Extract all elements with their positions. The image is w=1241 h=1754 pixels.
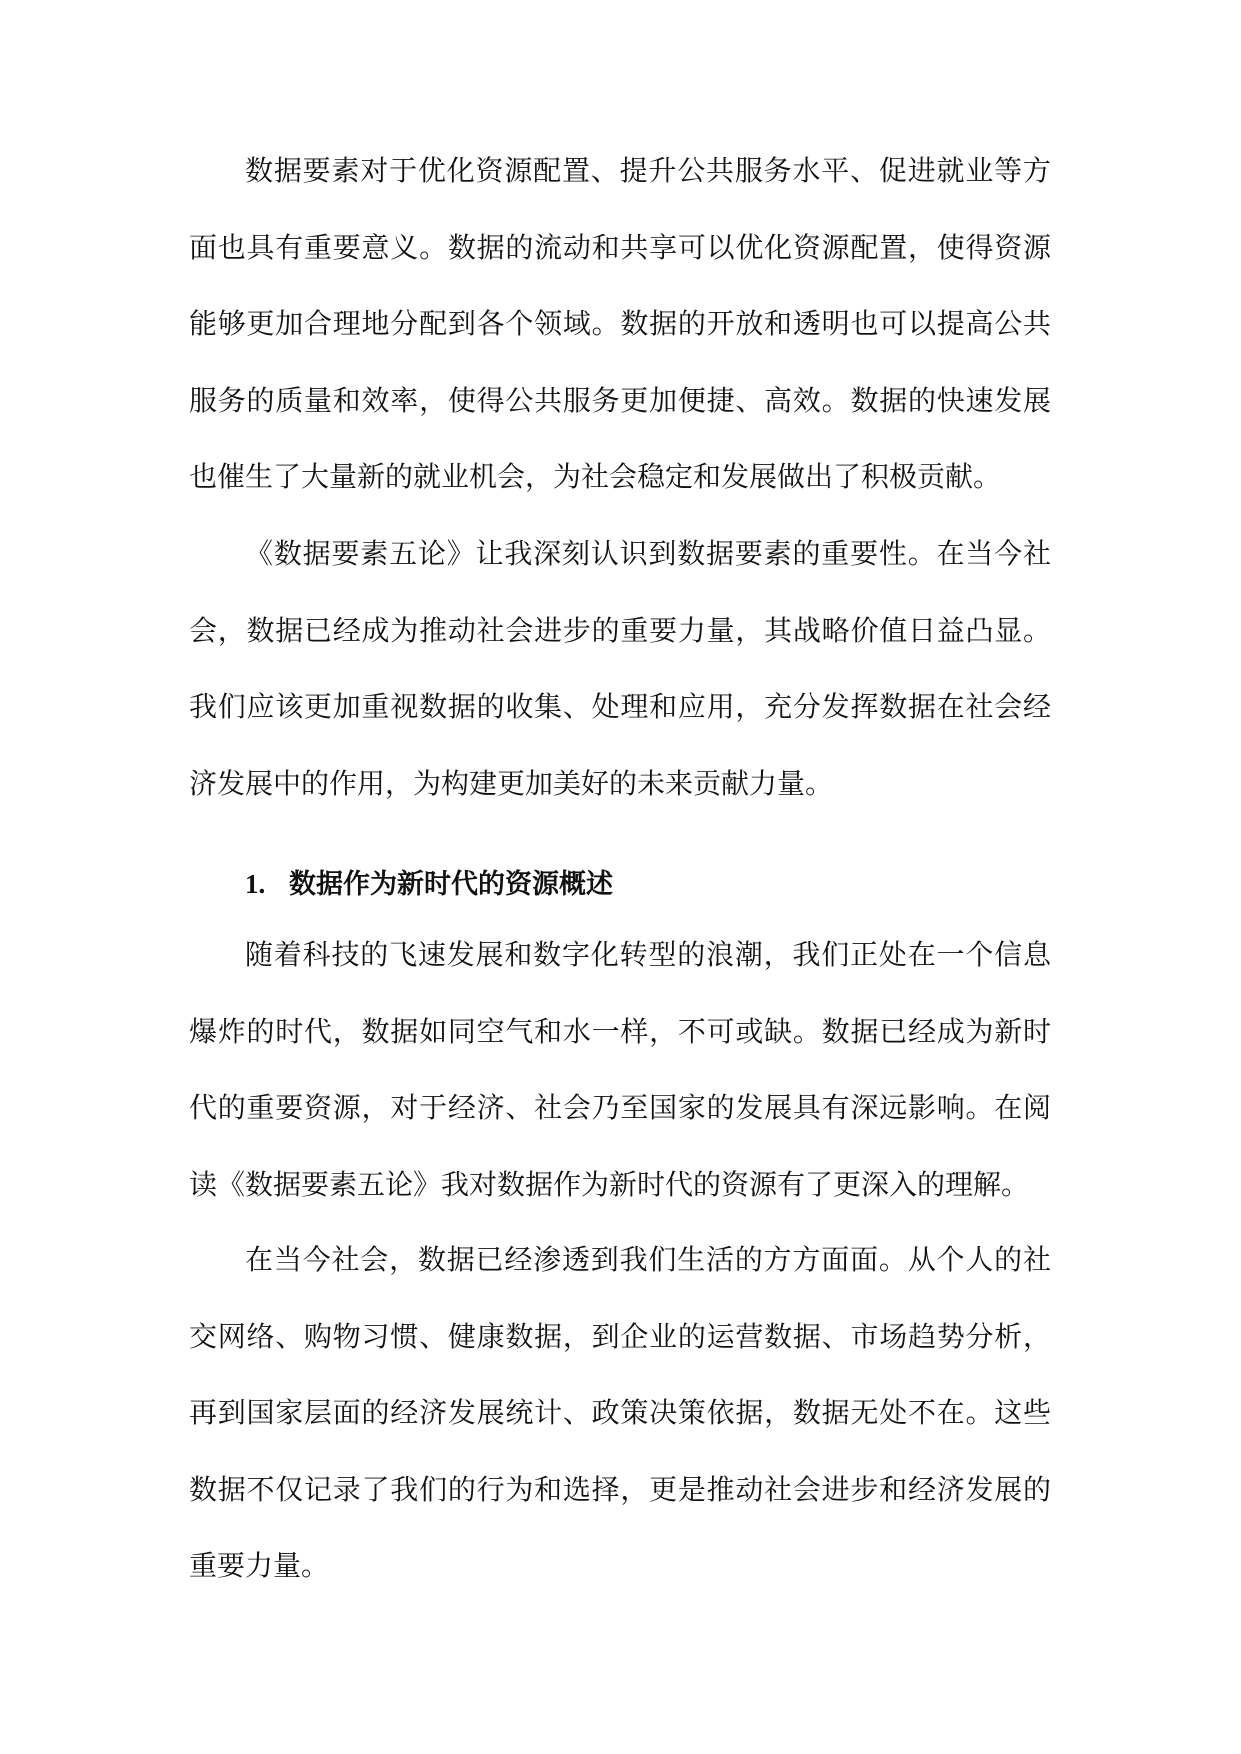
body-paragraph — [189, 1222, 1051, 1605]
paragraph-text: 数据要素对于优化资源配置、提升公共服务水平、促进就业等方面也具有重要意义。数据的流动和共享可以优化资源配置，使得资源能够更加合理地分配到各个领域。数据的开放和透明也可以提高公共服务的质量和效率，使得公共服务更加便捷、高效。数据的快速发展也催生了大量新的就业机会，为社会稳定和发展做出了积极贡献。 — [189, 154, 1051, 493]
section-title: 数据作为新时代的资源概述 — [289, 869, 613, 900]
section-number: 1. — [245, 869, 266, 899]
body-paragraph — [189, 917, 1051, 1223]
section-heading — [189, 864, 1051, 905]
body-paragraph — [189, 516, 1051, 822]
body-paragraph — [189, 133, 1051, 516]
paragraph-text: 《数据要素五论》让我深刻认识到数据要素的重要性。在当今社会，数据已经成为推动社会进步的重要力量，其战略价值日益凸显。我们应该更加重视数据的收集、处理和应用，充分发挥数据在社会经济发展中的作用，为构建更加美好的未来贡献力量。 — [189, 537, 1051, 800]
paragraph-text: 在当今社会，数据已经渗透到我们生活的方方面面。从个人的社交网络、购物习惯、健康数据，到企业的运营数据、市场趋势分析，再到国家层面的经济发展统计、政策决策依据，数据无处不在。这些数据不仅记录了我们的行为和选择，更是推动社会进步和经济发展的重要力量。 — [189, 1243, 1051, 1582]
paragraph-text: 随着科技的飞速发展和数字化转型的浪潮，我们正处在一个信息爆炸的时代，数据如同空气和水一样，不可或缺。数据已经成为新时代的重要资源，对于经济、社会乃至国家的发展具有深远影响。在阅读《数据要素五论》我对数据作为新时代的资源有了更深入的理解。 — [189, 938, 1051, 1201]
